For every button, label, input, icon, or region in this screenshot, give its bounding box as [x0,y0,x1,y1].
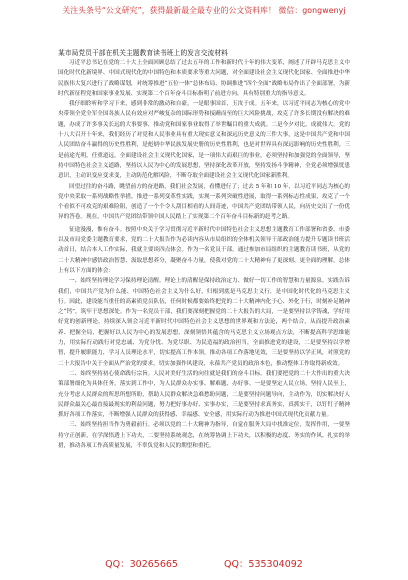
qq-group-contact: QQ：535304092 [223,559,303,570]
contact-footer [0,556,408,570]
promo-banner-text: 关注头条号“公文研究”，获得最新最全最专业的公文资料库！ 微信：gongwenyj [62,5,346,15]
paragraph-review: 回望过往的奋斗路，眺望前方的奋进路，我们社会发展，看懂进行了；过去 5 年和 10 年，以习近平同志为核心的党中央采取一系列战略性举措，推进一系列变革性实践，实现一系列突破性进展，取得一系列标志性成果，攻克了一个个看似不可攻克的艰难险阻，创造了一个个令人刮目相看的人间奇迹，中国共产党团结带领人民，向历史交出了一份优异的答卷。现在，中国共产党团结带领中国人民踏上了实现第二个百年奋斗目标新的赶考之路。 [58,183,350,221]
paragraph-section-one: 一、始终坚持理论学习保持理论清醒。理论上的清醒是保持政治定力、做好一切工作的智慧和力量源泉。实践告诉我们，中国共产党为什么能、中国特色社会主义为什么好，归根到底是马克思主义行，是中国化时代化的马克思主义行。因此，建设能当重任的高素质党员队伍，任何时候都要始终把党的二十大精神内化于心、外化于行，时刻补足精神之“钙”，筑牢于思想深处。作为一名党员干部，我们要深刻把握党的二十大报告的大局，一是要坚持以学铸魂，学好用好党的创新理论，持续深入领会习近平新时代中国特色社会主义思想的世界观和方法论，两个结合，从而提升政治素养、把握全局，把握好以人民为中心的发展思想，深刻领悟其蕴含的马克思主义立场观点方法，不断提高科学思维能力，用实际行动践行对党忠诚、为党分忧、为党尽职、为民造福的政治担当，全面推进党的建设，二是要坚持以学增智，提升履职能力，学习人员理论水平，切实提高工作本领，推动各项工作落地见效，三是要坚持以学正风，对照党的二十大报告中关于全面从严治党的要求，切实加强作风建设，永葆共产党员的政治本色，推动整体工作取得新成效。 [58,278,350,367]
qq-contact: QQ：30265665 [105,559,178,570]
paragraph-section-two: 二、始终坚持初心使命践行宗旨。人民对美好生活的向往就是我们的奋斗目标。我们要把党的二十大作出的重大决策部署细化为具体任务，落实到工作中，为人民群众办实事、解难题、办好事。一是要坚定人民立场，坚持人民至上，充分考虑人民群众的所思所想所盼，帮助人民群众解决急难愁盼问题，二是要坚持问题导向，主动作为，切实解决好人民群众最关心最直接最现实的利益问题，努力把好事办好、实事办实，三是要坚持求真务实，真抓实干，以钉钉子精神抓好各项工作落实，不断增强人民群众的获得感、幸福感、安全感，用实际行动为推进中国式现代化贡献力量。 [58,370,350,419]
paragraph-journey: 征途漫漫，惟有奋斗。按照中央关于学习贯彻习近平新时代中国特色社会主义思想主题教育工作部署和省委、市委以及市局党委主题教育要求，党的二十大报告作为必读内容从市局组织的全体机关领导干部政治能力提升专题读书班活动首日，结合本人工作实际，我就主要谈四点体会。作为一名党员干部，通过参加市局组织的主题教育读书班，从党的二十大精神中感悟政治智慧、汲取思想养分，凝聚奋斗力量，使我对党的二十大精神有了更深刻、更全面的理解，总体上有以下方面的体会： [58,226,350,274]
top-banner [0,0,408,20]
paragraph-section-three: 三、始终坚持担当作为勇毅前行。必须以党的二十大精神为指导，自觉在服务大局中找准定位，发挥作用，一要坚持守正创新，在学深悟透上下功夫，二要坚持系统观念，在统筹协调上下功夫，以积极的态度、务实的作风、扎实的举措，推动各项工作高质量发展，不辜负党和人民的期望和重托。 [58,422,350,449]
document-page [58,48,350,451]
paragraph-intro: 习近平总书记在党的二十大上全面回顾总结了过去五年的工作和新时代十年的伟大变革，阐述了开辟马克思主义中国化时代化新境界、中国式现代化的中国特色和本质要求等重大问题，对全面建设社会主义现代化国家、全面推进中华民族伟大复兴进行了战略谋划，对统筹推进“五位一体”总体布局、协调推进“四个全面”战略布局作出了全面部署，为新时代新征程党和国家事业发展、实现第二个百年奋斗目标指明了前进方向，具有特别重大的指导意义。 [58,60,350,97]
paragraph-feelings: 我仔细聆听和学习下来，感到非常的激动和自豪。一是眼事国首，玉汝于成。五年来，以习近平同志为核心的党中央带领全党全军全国各族人民有效应对严峻复杂的国际形势和接踵而至的巨大风险挑战，攻克了许多长期没有解决的难题，办成了许多事关长远的大事要事，推动党和国家事业取得了举世瞩目的重大成就。二是今夕对比，成就伟大。党的十八大召开十年来，我们经历了对党和人民事业具有重大现实意义和深远历史意义的三件大事，这是中国共产党和中国人民团结奋斗赢得的历史性胜利，是彪炳中华民族发展史册的历史性胜利，也是对世界具有深远影响的历史性胜利。三是前途光明，任重道远。全面建设社会主义现代化国家，是一项伟大而艰巨的事业，必须坚持和加强党的全面领导，坚持中国特色社会主义道路，坚持以人民为中心的发展思想，坚持深化改革开放，坚持发扬斗争精神，全党必须增强忧患意识，主动识变应变求变，主动防范化解风险，不断夺取全面建设社会主义现代化国家新胜利。 [58,101,350,180]
document-title: 某市局党员干部在机关主题教育读书班上的发言交流材料 [58,49,228,57]
